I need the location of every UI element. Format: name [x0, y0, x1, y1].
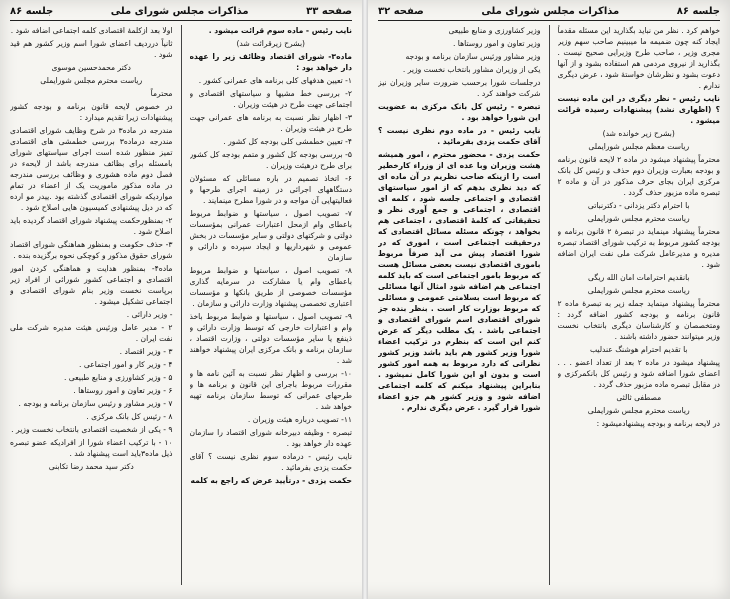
signature: با احترام دکتر یزدانی - دکترنباتی [587, 201, 690, 210]
paragraph: تبصره - وظیفه دبیرخانه شورای اقتصاد را سازمان عهده دار خواهد بود . [189, 428, 352, 448]
signature: با تقدیم احترام هوشنگ عندلیب [589, 345, 688, 354]
paragraph: ۸- تصویب اصول ، سیاستها و ضوابط مربوط باعطای وام یا مشارکت در سرمایه گذاری مؤسسات خصوصی از طریق بانکها و مؤسسات اعتباری تخصصی پیشنهاد وزارت دارائی و سازمان . [189, 266, 352, 308]
paragraph: ۳- حذف حکومت و بمنظور هماهنگی شورای اقتصاد شورای حقوق مذکور و کوچکی نحوه برگزیده بنده . [10, 240, 173, 260]
paragraph: محترماً پیشنهاد مینماید جمله زیر به تبصرهٔ ماده ۲ قانون برنامه و بودجه کشور اضافه گردد : ومتخصصان و کارشناسان دیگری بانتخاب نخست وزیر میتوانند حضور داشته باشند . [557, 299, 720, 341]
right-page [368, 0, 730, 599]
page-header [378, 6, 720, 21]
column-divider [549, 25, 550, 585]
paragraph: محترماً پیشنهاد میشود در ماده ۲ لایحه قانون برنامه و بودجه بعبارت وزیران دوم حذف و رئیس کل بانک مرکزی ایران بجای حرف مذکور در آن و ماده ۲ تبصره ماده مزبور حذف گردد . [557, 155, 720, 197]
paragraph: ۹- تصویب اصول ، سیاستها و ضوابط مربوط باخذ وام و اعتبارات خارجی که توسط وزارت دارائی و ذینفع یا سایر مؤسسات دولتی ، وزارت اقتصاد ، سازمان برنامه و بانک مرکزی ایران پیشنهاد خواهند شد . [189, 312, 352, 365]
paragraph: خواهم کرد . نظر من نباید بگذارید این مسئله مقدماً ایجاد کنه چون ضمیمه ما میبینیم صاحب سهم وزیر مجری وزیر ، صاحب طرح وزیرایی صحیح نیست . بگذارید از نیروی مردمی هم استفاده بشود و از آنها دعوت بشود و نظرشان خواستۀ شود ، عرض دیگری ندارم . [557, 26, 720, 90]
paragraph: ۶ - وزیر تعاون و امور روستاها . [73, 386, 173, 395]
text-column [190, 25, 353, 585]
paragraph: ۱- تعیین هدفهای کلی برنامه های عمرانی کشور . [198, 76, 352, 85]
paragraph: ریاست معظم مجلس شورایملی [588, 142, 690, 151]
signature: دکتر سید محمد رضا تکابنی [48, 462, 134, 471]
paragraph: در لایحه برنامه و بودجه پیشنهادمیشود : [596, 419, 720, 428]
speaker-paragraph: ماده۳- شورای اقتصاد وظائف زیر را عهده دار خواهد بود : [189, 52, 352, 72]
paragraph: ۲- بمنظورحکمت پیشنهاد شورای اقتصاد گردیده باید اصلاح شود . [10, 216, 173, 236]
text-column [378, 25, 541, 585]
session-number: جلسه ۸۶ [10, 6, 54, 17]
paragraph: ۱۱- تصویب درباره هیئت وزیران . [247, 415, 352, 424]
paragraph: نایب رئیس - درماده سوم نظری نیست ؟ آقای حکمت یزدی بفرمائید . [189, 452, 352, 472]
paragraph: ۶- اتخاذ تصمیم در باره مسائلی که مسئولان دستگاههای اجرائی در زمینه اجرای طرحها و فعالیتهایی آن مواجه و در شورا مطرح مینمایند . [189, 174, 352, 205]
speaker-paragraph: حکمت یزدی - درتأیید عرض که راجع به کلمه [190, 476, 352, 485]
paragraph: اولا بعد ازکلمۀ اقتصادی کلمه اجتماعی اضافه شود . [10, 26, 173, 35]
speaker-paragraph: نایب رئیس - ماده سوم قرائت میشود . [208, 26, 352, 35]
speaker-paragraph: نایب رئیس - نظر دیگری در این ماده نیست ؟ (اظهاری نشد) پیشنهادات رسیده قرائت میشود . [557, 94, 720, 125]
text-column [558, 25, 721, 585]
paragraph: وزیر کشاورزی و منابع طبیعی [448, 26, 541, 35]
paragraph: ۵ - وزیر کشاورزی و منابع طبیعی . [63, 373, 173, 382]
signature: بانقدیم احترامات امان الله ریگی [588, 273, 690, 282]
speaker-paragraph: حکمت یزدی - محضور محترم ، امور همیشه هشت وزیران وبا عده ای از وزراء کارخطیر است را ازینکه صاحب نظریم در آن ماده ای که دید نظری بدهم که از امور سیاستهای اقتصادی و اجتماعی جلسه شود ، کلمه ای اقتصادی ، اجتماعی و جمع آوری نظر و تحقیقاتی که کلمۀ اقتصادی ، اجتماعی هم بخواهد ، چونکه مسئله مسائل اقتصادی که درحقیقت اجتماعی است ، اموری که در شورا اقتصاد پیش می آید صرفاً مربوط باموری اقتصادی نیست بعضی مسائل هست که مربوط بامور اجتماعی است که باید کلمه اجتماعی هم اضافه شود امثال آنها مسائلی که مربوط است بسلامتی عمومی و مسائلی که مربوط بوزارت کار است . بنظر بنده جز شورای اقتصادی اسم شورای اقتصادی و اجتماعی باشد . یک مطلب دیگر که عرض کنم این است که بنظرم در ترکیب اعضاء شورا وزیر کشور هم باید باشد وزیر کشور نظراتی که دارد مربوط به همه امور کشور است و بدون او این شورا کامل نمیشود . بنابراین پیشنهاد میکنم که کلمه اجتماعی اضافه شود و وزیر کشور هم جزو اعضاء شورا قرار گیرد . عرض دیگری ندارم . [378, 150, 541, 412]
journal-title: مذاکرات مجلس شورای ملی [110, 6, 249, 17]
paragraph: (بشرح زیرقرائت شد) [236, 39, 306, 48]
paragraph: ۸ - رئیس کل بانک مرکزی . [86, 412, 173, 421]
paragraph: ۲ - مدیر عامل ورئیس هیئت مدیره شرکت ملی نفت ایران . [10, 323, 173, 343]
paragraph: - وزیر دارائی . [126, 310, 173, 319]
paragraph: ۳ - وزیر اقتصاد . [119, 347, 173, 356]
page-header [10, 6, 352, 21]
paragraph: ۲- بررسی خط مشیها و سیاستهای اقتصادی و اجتماعی جهت طرح در هیئت وزیران . [189, 89, 352, 109]
text-columns [378, 25, 720, 585]
paragraph: مندرجه در ماده۳ در شرح وظایف شورای اقتصادی مندرجه درماده۳ بررسی خطمشی های اقتصادی تمیز منظور شده است اجرای سیاستهای شورای بامسئله برای بظائف مندرجه باشد از لایحهء در فصل دوم ماده هشوری و وظائف بررسی مندرجه در ماده مذکور ماموریت یک از اعضاء در تمام مواردیکه شورای اقتصادی گذشته بود .ییدر مو ارده که در دیل پیشنهادی کمیسیون هایی اصلاح شود . [10, 126, 173, 212]
page-number: صفحه ۳۳ [306, 6, 352, 17]
paragraph: ۱۰ - با ترکیب اعضاء شورا از افرادیکه عضو تبصره ذیل ماده۳باید است پیشنهاد شد . [10, 438, 173, 458]
paragraph: ریاست محترم مجلس شورایملی [587, 214, 690, 223]
paragraph: وزیر مشاور ورئیس سازمان برنامه و بودجه [405, 52, 541, 61]
paragraph: یکی از وزیران مشاور بانتخاب نخست وزیر . [402, 65, 541, 74]
signature: مصطفی ثالثی [616, 393, 662, 402]
left-page [0, 0, 362, 599]
paragraph: پیشنهاد میشود در ماده ۲ بعد از تعداد اعضو . . . اعضای شورا اضافه شود و رئیس کل بانکمرکزی و در مقابل تبصره ماده مزبور حذف گردد . [557, 358, 720, 389]
speaker-paragraph: نایب رئیس - در ماده دوم نظری نیست ؟ آقای حکمت یزدی بفرمائید . [378, 126, 541, 146]
paragraph: ۹ - یکی از شخصیت اقتصادی بانتخاب نخست وزیر . [11, 425, 173, 434]
column-divider [181, 25, 182, 585]
paragraph: (بشرح زیر خوانده شد) [602, 129, 675, 138]
paragraph: محترماً [150, 89, 173, 98]
paragraph: ۷- تصویب اصول ، سیاستها و ضوابط مربوط باعطای وام ازمحل اعتبارات عمرانی بمؤسسات دولتی و شرکتهای دولتی و سایر مؤسسات در بخش عمومی و شهرداریها و ایجاد سپرده و دارائی و سازمان [189, 209, 352, 262]
paragraph: ۴ - وزیر کار و امور اجتماعی . [79, 360, 173, 369]
paragraph: در خصوص لایحه قانون برنامه و بودجه کشور پیشنهادات زیرا تقدیم میدارد : [10, 102, 173, 122]
paragraph: ریاست محترم مجلس شورایملی [587, 406, 690, 415]
session-number: جلسه ۸۶ [676, 6, 720, 17]
paragraph: ثانیاً درردیف اعضای شورا اسم وزیر کشور هم قید شود . [10, 39, 173, 59]
paragraph: ۴- تعیین خطمشی کلی بودجه کل کشور . [223, 137, 352, 146]
journal-title: مذاکرات مجلس شورای ملی [481, 6, 620, 17]
paragraph: وزیر تعاون و امور روستاها . [452, 39, 541, 48]
text-columns [10, 25, 352, 585]
signature: دکتر محمدحسین موسوی [51, 63, 131, 72]
paragraph: ۳- اظهار نظر نسبت به برنامه های عمرانی جهت طرح در هیئت وزیران . [189, 113, 352, 133]
page-number: صفحه ۳۲ [378, 6, 424, 17]
paragraph: ۵- بررسی بودجه کل کشور و متمم بودجه کل کشور برای طرح درهیئت وزیران . [189, 150, 352, 170]
speaker-paragraph: تبصره - رئیس کل بانک مرکزی به عضویت این شورا خواهد بود . [378, 102, 541, 122]
paragraph: ۷ - وزیر مشاور و رئیس سازمان برنامه و بودجه . [18, 399, 173, 408]
paragraph: ریاست محترم مجلس شورایملی [40, 76, 143, 85]
paragraph: ۱۰- بررسی و اظهار نظر نسبت به آئین نامه ها و مقررات مربوط باجرای این قانون و برنامه ها و طرحهای عمرانی که توسط سازمان برنامه تهیه خواهد شد . [189, 369, 352, 411]
paragraph: محترماً پیشنهاد مینماید در تبصرۀ ۲ قانون برنامه و بودجه کشور مربوط به ترکیب شورای اقتصاد تبصره مدیره و مدیرعامل شرکت ملی نفت ایران اضافه شود . [557, 227, 720, 269]
paragraph: ریاست محترم مجلس شورایملی [587, 286, 690, 295]
paragraph: درجلسات شورا برحسب ضرورت سایر وزیران نیز شرکت خواهند کرد . [378, 78, 541, 98]
text-column [10, 25, 173, 585]
paragraph: ماده۴- بمنظور هدایت و هماهنگی کردن امور اقتصادی و اجتماعی کشور شورائی از افراد زیر برپاست نخست وزیر بنام شورای اقتصادی و اجتماعی تشکیل میشود . [10, 264, 173, 306]
